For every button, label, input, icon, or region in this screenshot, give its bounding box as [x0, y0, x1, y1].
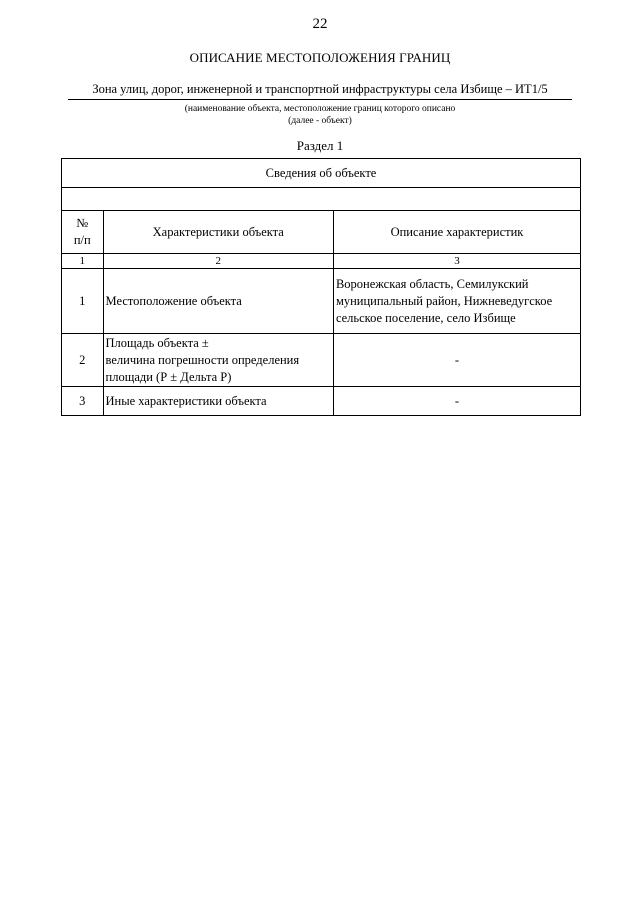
table-row — [62, 269, 581, 334]
table-empty-row — [62, 188, 581, 211]
table-header-row — [62, 159, 581, 188]
row-description: - — [333, 334, 580, 387]
table-header: Сведения об объекте — [62, 159, 581, 188]
column-header-number-line-1: № — [76, 216, 89, 230]
description-line: муниципальный район, Нижневедугское — [335, 293, 553, 308]
column-number-1: 1 — [62, 254, 104, 269]
row-number: 3 — [62, 387, 104, 416]
column-header-row — [62, 211, 581, 254]
row-number: 2 — [62, 334, 104, 387]
caption-line-2: (далее - объект) — [288, 116, 352, 126]
column-number-3: 3 — [333, 254, 580, 269]
row-characteristic: Местоположение объекта — [103, 269, 333, 334]
object-name-underline — [68, 99, 572, 100]
section-label: Раздел 1 — [296, 138, 344, 153]
object-info-table — [61, 158, 581, 416]
column-header-description: Описание характеристик — [333, 211, 580, 254]
row-description: - — [333, 387, 580, 416]
empty-cell — [62, 188, 581, 211]
column-number-row — [62, 254, 581, 269]
column-header-number-line-2: п/п — [73, 233, 91, 247]
column-header-number — [62, 211, 104, 254]
row-characteristic: Иные характеристики объекта — [103, 387, 333, 416]
page-number: 22 — [312, 16, 328, 32]
row-number: 1 — [62, 269, 104, 334]
object-name-caption — [0, 103, 640, 127]
characteristic-line: площади (Р ± Дельта Р) — [105, 369, 232, 384]
table-row — [62, 387, 581, 416]
description-line: сельское поселение, село Избище — [335, 310, 516, 325]
column-number-2: 2 — [103, 254, 333, 269]
column-header-characteristics: Характеристики объекта — [103, 211, 333, 254]
row-characteristic — [103, 334, 333, 387]
characteristic-line: Площадь объекта ± — [105, 335, 209, 350]
description-line: Воронежская область, Семилукский — [335, 276, 529, 291]
document-title: ОПИСАНИЕ МЕСТОПОЛОЖЕНИЯ ГРАНИЦ — [189, 50, 451, 65]
object-name: Зона улиц, дорог, инженерной и транспортной инфраструктуры села Избище – ИТ1/5 — [92, 82, 548, 96]
table-row — [62, 334, 581, 387]
caption-line-1: (наименование объекта, местоположение границ которого описано — [184, 104, 456, 114]
row-description — [333, 269, 580, 334]
characteristic-line: величина погрешности определения — [105, 352, 300, 367]
